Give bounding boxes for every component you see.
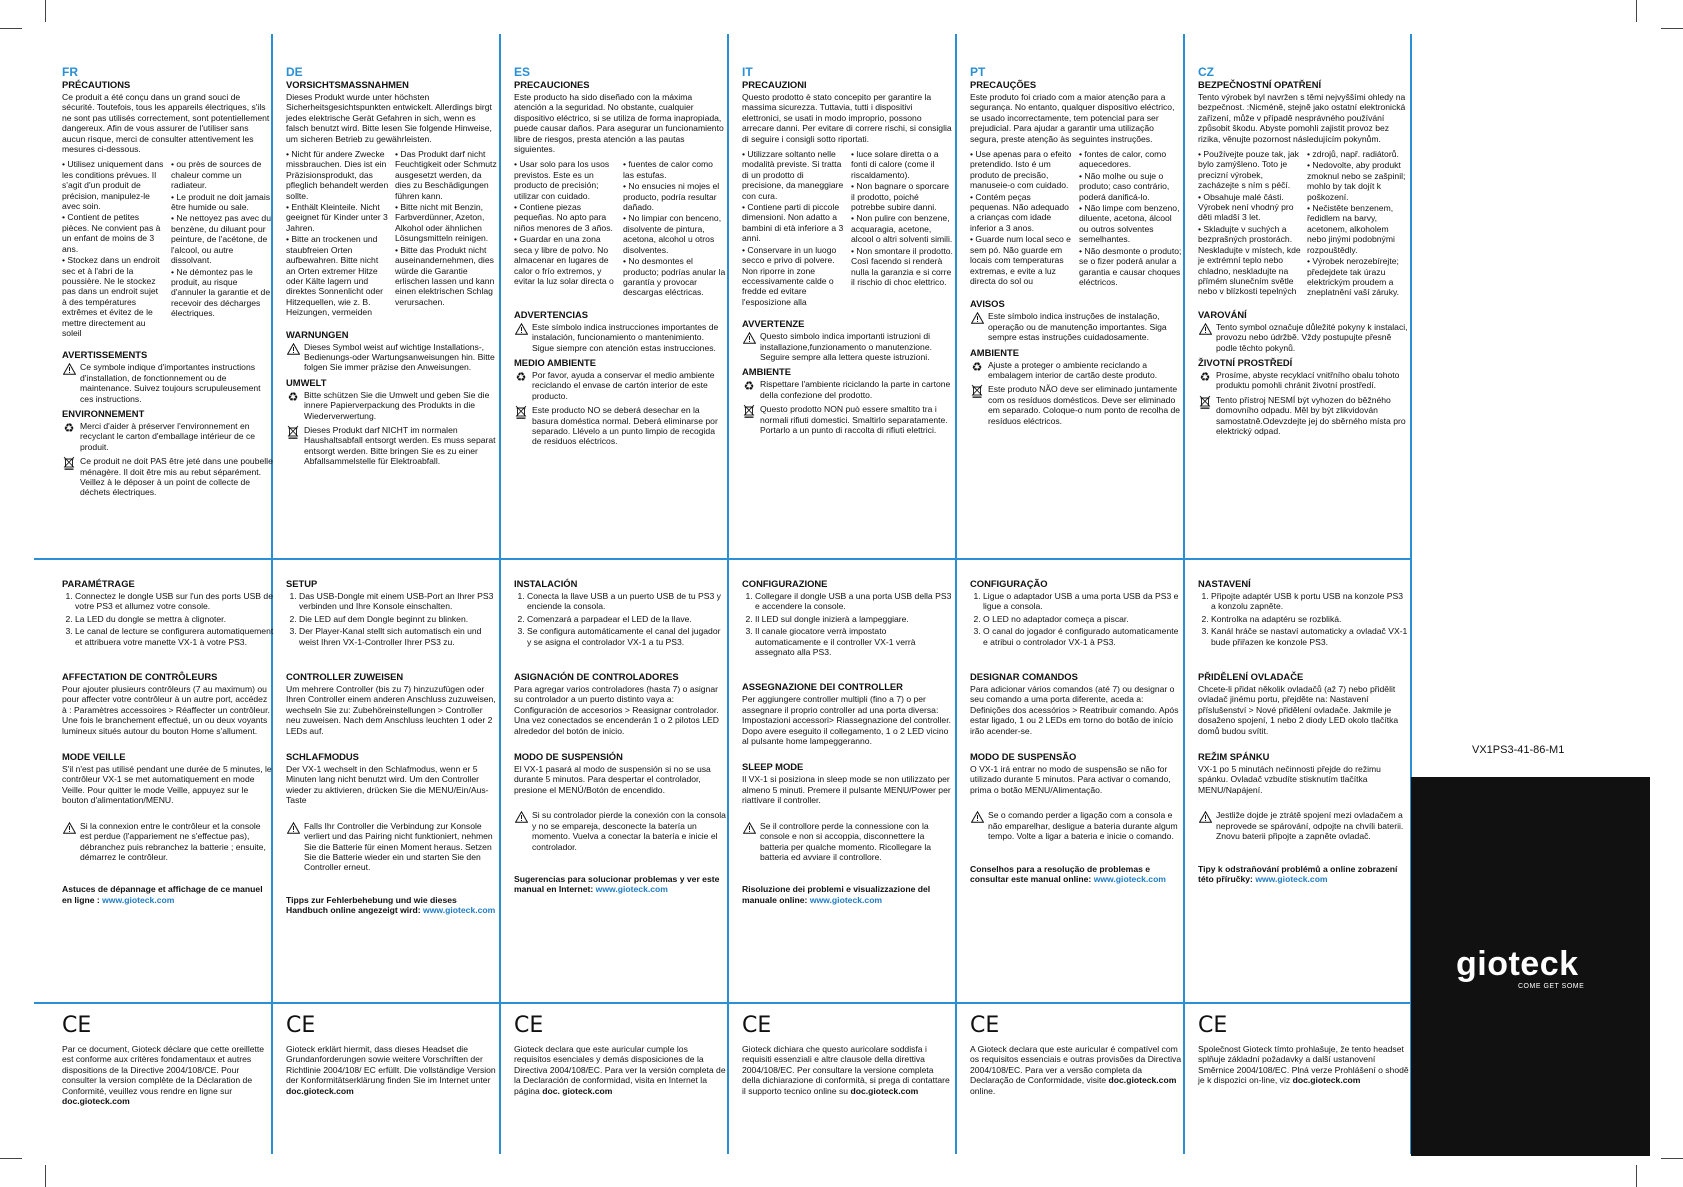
ce-declaration xyxy=(286,1044,498,1096)
language-code: CZ xyxy=(1198,65,1214,79)
recycle-text: Por favor, ayuda a conservar el medio ambiente reciclando el envase de cartón interior de este producto. xyxy=(532,369,715,401)
ce-column xyxy=(970,1014,1182,1101)
sleep-text: Il VX-1 si posiziona in sleep mode se non utilizzato per almeno 5 minuti. Premere il pulsante MENU/Power per riattivare il controller. xyxy=(742,774,951,806)
setup-heading: CONFIGURAZIONE xyxy=(742,578,828,589)
ce-doc-link[interactable]: doc.gioteck.com xyxy=(286,1085,354,1096)
sleep-heading: MODO DE SUSPENSIÓN xyxy=(514,751,623,763)
bullets-right xyxy=(1079,149,1182,288)
warning-text: Este símbolo indica instruções de instalação, operação ou de manutenção importantes. Siga sempre estas instruções cuidadosamente. xyxy=(988,311,1167,343)
sleep-warning-row xyxy=(62,821,274,863)
sleep-text: O VX-1 irá entrar no modo de suspensão se não for utilizado durante 5 minutos. Para activar o comando, prima o botão MENU/Alimentação. xyxy=(970,764,1171,795)
weee-text: Este produto NÃO deve ser eliminado juntamente com os resíduos domésticos. Deve ser eliminado em separado. Coloque-o num ponto de recolha de resíduos eléctricos. xyxy=(988,384,1181,426)
setup-steps xyxy=(970,591,1182,647)
warning-row xyxy=(62,362,274,404)
environment-heading: ENVIRONNEMENT xyxy=(62,407,145,419)
tips-text: Tipps zur Fehlerbehebung und wie dieses Handbuch online angezeigt wird: xyxy=(286,894,457,916)
precautions-bullets xyxy=(1198,149,1410,299)
precaution-bullet: • Stockez dans un endroit sec et à l'abri de la poussière. Ne le stockez pas dans un endroit sujet à des températures extrêmes et évitez de le mettre directement au soleil xyxy=(62,255,165,338)
assign-heading: DESIGNAR COMANDOS xyxy=(970,671,1078,683)
warning-triangle-icon xyxy=(970,810,984,824)
tips-row xyxy=(742,884,954,905)
precaution-bullet: • Das Produkt darf nicht Feuchtigkeit oder Schmutz ausgesetzt werden, da dies zu Beschädigungen führen kann. xyxy=(395,149,498,201)
precautions-intro: Dieses Produkt wurde unter höchsten Sicherheitsgesichtspunkten entwickelt. Allerdings birgt jedes elektrische Gerät Gefahren in sich, wenn es falsch benutzt wird. Bitte lesen Sie folgende Hinweise, um sicheren Betrieb zu gewährleisten. xyxy=(286,92,492,144)
precautions-heading: PRECAUCIONES xyxy=(514,79,590,90)
precaution-bullet: • No desmontes el producto; podrías anular la garantía y provocar descargas eléctricas. xyxy=(623,256,726,298)
setup-step: 1. Collegare il dongle USB a una porta USB della PS3 e accendere la console. xyxy=(755,591,954,612)
crop-mark xyxy=(0,1158,22,1159)
safety-column xyxy=(742,66,954,439)
warning-triangle-icon xyxy=(742,331,756,345)
recycle-icon: ♻ xyxy=(287,389,299,404)
precaution-bullet: • Nicht für andere Zwecke missbrauchen. Dies ist ein Präzisionsprodukt, das pfleglich behandelt werden sollte. xyxy=(286,149,389,201)
warning-text: Dieses Symbol weist auf wichtige Installations-, Bedienungs-oder Wartungsanweisungen hin. Bitte folgen Sie immer präzise den Anweisungen. xyxy=(304,341,495,373)
ce-declaration xyxy=(62,1044,274,1106)
warning-row xyxy=(1198,322,1410,353)
sleep-warning-row xyxy=(742,821,954,863)
weee-text: Dieses Produkt darf NICHT im normalen Haushaltsabfall entsorgt werden. Es muss separat entsorgt werden. Bitte bringen Sie es zu einer Abfallsammelstelle für Elektroabfall. xyxy=(304,424,496,467)
safety-column xyxy=(1198,66,1410,440)
sleep-heading: MODE VEILLE xyxy=(62,751,126,763)
ce-text: Gioteck erklärt hiermit, dass dieses Headset die Grundanforderungen sowie weitere Vorschriften der Richtlinie 2004/108/ EC erfüllt. Die vollständige Version der Konformitätserklärung finden Sie im Internet unter xyxy=(286,1044,496,1086)
precaution-bullet: • Contiene piezas pequeñas. No apto para niños menores de 3 años. xyxy=(514,202,617,233)
setup-step: 3. Der Player-Kanal stellt sich automatisch ein und weist Ihren VX-1-Controller Ihrer PS3 zu. xyxy=(299,626,498,647)
ce-declaration xyxy=(1198,1044,1410,1086)
recycle-row xyxy=(62,421,274,452)
weee-text: Questo prodotto NON può essere smaltito tra i normali rifiuti domestici. Smaltirlo separatamente. Portarlo a un punto di raccolta di rifiuti elettrici. xyxy=(760,404,948,435)
website-link[interactable]: www.gioteck.com xyxy=(423,905,496,916)
precaution-bullet: • Skladujte v suchých a bezprašných prostorách. Neskladujte v místech, kde je extrémní teplo nebo chladno, neskladujte na přímém slunečním světle nebo v blízkosti tepelných xyxy=(1198,224,1301,297)
environment-heading: AMBIENTE xyxy=(970,346,1019,358)
warning-triangle-icon xyxy=(62,821,76,835)
sleep-warning-text: Falls Ihr Controller die Verbindung zur Konsole verliert und das Pairing nicht funktioniert, nehmen Sie die Batterie für einen Moment heraus. Setzen Sie die Batterie wieder ein und starten Sie den Controller erneut. xyxy=(304,820,493,873)
warning-text: Tento symbol označuje důležité pokyny k instalaci, provozu nebo údržbě. Vždy postupujte přesně podle těchto pokynů. xyxy=(1216,321,1408,353)
setup-step: 1. Das USB-Dongle mit einem USB-Port an Ihrer PS3 verbinden und Ihre Konsole einschalten. xyxy=(299,591,498,612)
warning-text: Questo simbolo indica importanti istruzioni di installazione,funzionamento o manutenzione. Seguire sempre alla lettera queste istruzioni. xyxy=(760,331,932,362)
warnings-heading: ADVERTENCIAS xyxy=(514,308,588,320)
setup-step: 1. Conecta la llave USB a un puerto USB de tu PS3 y enciende la consola. xyxy=(527,591,726,612)
bullets-right xyxy=(171,159,274,339)
recycle-row xyxy=(970,360,1182,381)
ce-text-after: online. xyxy=(970,1085,996,1096)
warnings-heading: AVISOS xyxy=(970,298,1005,310)
precaution-bullet: • Le produit ne doit jamais être humide ou sale. xyxy=(171,192,274,213)
ce-mark-icon: CE xyxy=(286,1013,316,1038)
precaution-bullet: • Non bagnare o sporcare il prodotto, poiché potrebbe subire danni. xyxy=(851,181,954,212)
recycle-text: Prosíme, abyste recyklací vnitřního obalu tohoto produktu pomohli chránit životní prostředí. xyxy=(1216,369,1400,391)
bullets-left xyxy=(286,149,389,319)
precaution-bullet: • Conservare in un luogo secco e privo di polvere. Non riporre in zone eccessivamente calde o fredde ed evitare l'esposizione alla xyxy=(742,245,845,307)
tips-text: Sugerencias para solucionar problemas y ver este manual en Internet: xyxy=(514,873,720,895)
crossed-bin-icon xyxy=(286,425,300,439)
crop-mark xyxy=(1636,1165,1637,1187)
warning-triangle-icon xyxy=(514,810,528,824)
assign-text: Para adicionar vários comandos (até 7) ou designar o seu comando a uma porta diferente, aceda a: Definições dos acessórios > Reatribuir comando. Após estar ligado, 1 ou 2 LEDs em torno do botão de início irão acender-se. xyxy=(970,684,1179,736)
tips-text: Tipy k odstraňování problémů a online zobrazení této příručky: xyxy=(1198,863,1398,884)
sleep-heading: SCHLAFMODUS xyxy=(286,751,359,763)
setup-heading: INSTALACIÓN xyxy=(514,578,578,589)
setup-step: 1. Připojte adaptér USB k portu USB na konzole PS3 a konzolu zapněte. xyxy=(1211,591,1410,612)
setup-steps xyxy=(514,591,726,647)
ce-column xyxy=(1198,1014,1410,1091)
recycle-icon: ♻ xyxy=(515,369,527,384)
setup-step: 3. O canal do jogador é configurado automaticamente e atribui o controlador VX-1 à PS3. xyxy=(983,626,1182,647)
weee-row xyxy=(62,456,274,498)
ce-declaration xyxy=(514,1044,726,1096)
precaution-bullet: • Utilisez uniquement dans les conditions prévues. Il s'agit d'un produit de précision, manipulez-le avec soin. xyxy=(62,159,165,211)
assign-heading: AFFECTATION DE CONTRÔLEURS xyxy=(62,671,218,683)
setup-column xyxy=(742,578,954,910)
recycle-text: Ajuste a proteger o ambiente reciclando a embalagem interior de cartão deste produto. xyxy=(988,359,1158,380)
crop-mark xyxy=(1661,1158,1683,1159)
assign-text: Para agregar varios controladores (hasta 7) o asignar su controlador a un puerto distinto vaya a: Configuración de accesorios > Reasignar controlador. Una vez conectados se encenderán 1 o 2 pilotos LED alrededor del botón de inicio. xyxy=(514,684,719,736)
environment-heading: UMWELT xyxy=(286,376,327,388)
weee-row xyxy=(970,384,1182,426)
precaution-bullet: • Non smontare il prodotto. Così facendo si renderà nulla la garanzia e si corre il rischio di choc elettrico. xyxy=(851,246,954,288)
precaution-bullet: • fontes de calor, como aquecedores. xyxy=(1079,149,1182,170)
precaution-bullet: • Contient de petites pièces. Ne convient pas à un enfant de moins de 3 ans. xyxy=(62,212,165,254)
language-code: PT xyxy=(970,65,986,79)
precautions-bullets xyxy=(970,149,1182,288)
setup-step: 1. Ligue o adaptador USB a uma porta USB da PS3 e ligue a consola. xyxy=(983,591,1182,612)
ce-doc-link[interactable]: doc.gioteck.com xyxy=(1292,1075,1361,1086)
assign-text: Um mehrere Controller (bis zu 7) hinzuzufügen oder Ihren Controller einem anderen Anschluss zuzuweisen, wechseln Sie zu: Zubehöreinstellungen > Controller neu zuweisen. Nach dem Anschluss leuchten 1 oder 2 LEDs auf. xyxy=(286,684,496,736)
tips-text: Risoluzione dei problemi e visualizzazione del manuale online: xyxy=(742,884,931,905)
precautions-bullets xyxy=(514,159,726,298)
language-code: IT xyxy=(742,65,753,79)
bullets-left xyxy=(1198,149,1301,299)
assign-heading: ASIGNACIÓN DE CONTROLADORES xyxy=(514,671,679,683)
precaution-bullet: • Bitte an trockenen und staubfreien Orten aufbewahren. Bitte nicht an Orten extremer Hitze oder Kälte lagern und direktes Sonnenlicht oder Hitzequellen, wie z. B. Heizungen, vermeiden xyxy=(286,234,389,317)
precaution-bullet: • Nedovolte, aby produkt zmoknul nebo se zašpinil; mohlo by tak dojít k poškození. xyxy=(1307,160,1410,202)
recycle-icon: ♻ xyxy=(1199,369,1211,384)
setup-step: 3. Se configura automáticamente el canal del jugador y se asigna el controlador VX-1 a tu PS3. xyxy=(527,626,726,647)
language-code: DE xyxy=(286,65,303,79)
precautions-intro: Questo prodotto è stato concepito per garantire la massima sicurezza. Tuttavia, tutti i dispositivi elettronici, se usati in modo improprio, possono arrecare danni. Per evitare di correre rischi, si consiglia di seguire i consigli sotto riportati. xyxy=(742,92,952,144)
precautions-heading: PRECAUÇÕES xyxy=(970,79,1037,90)
sleep-text: Der VX-1 wechselt in den Schlafmodus, wenn er 5 Minuten lang nicht benutzt wird. Um den Controller wieder zu aktivieren, drücken Sie die MENU/Ein/Aus-Taste xyxy=(286,764,489,806)
column-divider xyxy=(1183,34,1185,1154)
bullets-right xyxy=(1307,149,1410,299)
warning-row xyxy=(970,311,1182,342)
recycle-icon: ♻ xyxy=(743,379,755,394)
warning-triangle-icon xyxy=(1198,810,1212,824)
recycle-icon: ♻ xyxy=(971,359,983,374)
recycle-text: Merci d'aider à préserver l'environnement en recyclant le carton d'emballage intérieur de ce produit. xyxy=(80,420,256,452)
recycle-icon: ♻ xyxy=(63,420,75,435)
precaution-bullet: • zdrojů, např. radiátorů. xyxy=(1307,149,1410,159)
weee-text: Este producto NO se deberá desechar en la basura doméstica normal. Deberá eliminarse por separado. Llévelo a un punto limpio de recogida de residuos eléctricos. xyxy=(532,405,718,447)
tips-text: Astuces de dépannage et affichage de ce manuel en ligne : xyxy=(62,884,263,905)
crop-mark xyxy=(45,0,46,22)
website-link[interactable]: www.gioteck.com xyxy=(809,894,883,905)
website-link[interactable]: www.gioteck.com xyxy=(1255,873,1328,884)
ce-mark-icon: CE xyxy=(742,1013,772,1038)
crop-mark xyxy=(1636,0,1637,22)
precaution-bullet: • Não limpe com benzeno, diluente, acetona, álcool ou outros solventes semelhantes. xyxy=(1079,203,1182,245)
warning-triangle-icon xyxy=(742,821,756,835)
weee-row xyxy=(286,425,498,467)
precautions-intro: Tento výrobek byl navržen s těmi nejvyššími ohledy na bezpečnost. :Nicméně, stejně jako ostatní elektronická zařízení, může v případě nesprávného používání způsobit škodu. Abyste pomohli zajistit provoz bez rizika, věnujte pozornost následujícím pokynům. xyxy=(1198,92,1406,144)
warning-triangle-icon xyxy=(286,821,300,835)
language-code: ES xyxy=(514,65,531,79)
warning-triangle-icon xyxy=(286,342,300,356)
recycle-row xyxy=(514,370,726,401)
column-divider xyxy=(727,34,729,1154)
ce-doc-link[interactable]: doc. gioteck.com xyxy=(542,1085,613,1096)
warning-row xyxy=(286,342,498,373)
precaution-bullet: • Contém peças pequenas. Não adequado a crianças com idade inferior a 3 anos. xyxy=(970,192,1073,234)
precaution-bullet: • luce solare diretta o a fonti di calore (come il riscaldamento). xyxy=(851,149,954,180)
ce-column xyxy=(62,1014,274,1111)
ce-text: Společnost Gioteck tímto prohlašuje, že tento headset splňuje základní požadavky a další ustanovení Směrnice 2004/108/EC. Plná verze Prohlášení o shodě je k dispozici on-line, viz xyxy=(1198,1044,1409,1086)
setup-column xyxy=(286,578,498,921)
precaution-bullet: • fuentes de calor como las estufas. xyxy=(623,159,726,180)
gioteck-logo: gioteck xyxy=(1456,945,1579,983)
setup-step: 3. Le canal de lecture se configurera automatiquement et attribuera votre manette VX-1 à votre PS3. xyxy=(75,626,274,647)
precaution-bullet: • Non pulire con benzene, acquaragia, acetone, alcool o altri solventi simili. xyxy=(851,213,954,244)
assign-text: Chcete-li přidat několik ovladačů (až 7) nebo přidělit ovladač jinému portu, přejděte na: Nastavení příslušenství > Nové přidělení ovladače. Jakmile je dosaženo spojení, 1 nebo 2 diody LED okolo tlačítka domů budou svítit. xyxy=(1198,684,1399,736)
ce-doc-link[interactable]: doc.gioteck.com xyxy=(62,1096,130,1107)
precaution-bullet: • No limpiar con benceno, disolvente de pintura, acetona, alcohol u otros disolventes. xyxy=(623,213,726,255)
row-divider xyxy=(34,1002,1410,1004)
bullets-left xyxy=(62,159,165,339)
setup-step: 2. Comenzará a parpadear el LED de la llave. xyxy=(527,614,726,624)
precautions-bullets xyxy=(286,149,498,319)
column-divider xyxy=(499,34,501,1154)
precaution-bullet: • Nečistěte benzenem, ředidlem na barvy, acetonem, alkoholem nebo jinými podobnými rozpouštědly. xyxy=(1307,203,1410,255)
safety-column xyxy=(970,66,1182,430)
tips-row xyxy=(1198,864,1410,885)
ce-declaration xyxy=(742,1044,954,1096)
precaution-bullet: • Bitte das Produkt nicht auseinandernehmen, dies würde die Garantie erlischen lassen und kann einen elektrischen Schlag verursachen. xyxy=(395,245,498,307)
sleep-warning-row xyxy=(1198,810,1410,841)
setup-step: 2. O LED no adaptador começa a piscar. xyxy=(983,614,1182,624)
precaution-bullet: • Usar solo para los usos previstos. Este es un producto de precisión; utilizar con cuidado. xyxy=(514,159,617,201)
warnings-heading: VAROVÁNÍ xyxy=(1198,308,1247,320)
setup-column xyxy=(514,578,726,900)
crop-mark xyxy=(1661,28,1683,29)
bullets-right xyxy=(623,159,726,298)
precaution-bullet: • Use apenas para o efeito pretendido. Isto é um produto de precisão, manuseie-o com cuidado. xyxy=(970,149,1073,191)
warning-triangle-icon xyxy=(1198,322,1212,336)
recycle-text: Rispettare l'ambiente riciclando la parte in cartone della confezione del prodotto. xyxy=(760,379,951,400)
tips-row xyxy=(514,874,726,895)
website-link[interactable]: www.gioteck.com xyxy=(595,884,668,895)
setup-step: 2. Kontrolka na adaptéru se rozbliká. xyxy=(1211,614,1410,624)
tips-text: Conselhos para a resolução de problemas e consultar este manual online: xyxy=(970,863,1151,884)
safety-column xyxy=(286,66,498,471)
precaution-bullet: • Contiene parti di piccole dimensioni. Non adatto a bambini di età inferiore a 3 anni. xyxy=(742,202,845,244)
environment-heading: AMBIENTE xyxy=(742,366,791,378)
setup-steps xyxy=(62,591,274,647)
precautions-intro: Ce produit a été conçu dans un grand souci de sécurité. Toutefois, tous les appareils électriques, s'ils ne sont pas utilisés correctement, sont potentiellement dangereux. Afin de vous assurer de l'utiliser sans aucun risque, merci de consulter attentivement les mesures ci-dessous. xyxy=(62,92,270,155)
environment-heading: ŽIVOTNÍ PROSTŘEDÍ xyxy=(1198,356,1293,368)
ce-text: Gioteck dichiara che questo auricolare soddisfa i requisiti essenziali e altre clausole della direttiva 2004/108/EC. Per consultare la versione completa della dichiarazione di conformità, si prega di contattare il supporto tecnico online su xyxy=(742,1044,950,1096)
sleep-heading: REŽIM SPÁNKU xyxy=(1198,751,1270,763)
setup-step: 3. Il canale giocatore verrà impostato automaticamente e il controller VX-1 verrà assegnato alla PS3. xyxy=(755,626,954,657)
setup-column xyxy=(1198,578,1410,889)
assign-text: Per aggiungere controller multipli (fino a 7) o per assegnare il proprio controller ad una porta diversa: Impostazioni accessori> Riassegnazione del controller. Dopo avere eseguito il collegamento, 1 o 2 LED vicino al pulsante home lampeggeranno. xyxy=(742,694,951,747)
precautions-heading: VORSICHTSMASSNAHMEN xyxy=(286,79,409,90)
precaution-bullet: • ou près de sources de chaleur comme un radiateur. xyxy=(171,159,274,190)
warning-text: Este símbolo indica instrucciones importantes de instalación, funcionamiento o mantenimiento. Sigue siempre con atención estas instrucciones. xyxy=(532,321,719,353)
precaution-bullet: • Ne démontez pas le produit, au risque d'annuler la garantie et de recevoir des décharges électriques. xyxy=(171,267,274,319)
ce-mark-icon: CE xyxy=(62,1013,92,1038)
setup-steps xyxy=(286,591,498,647)
setup-heading: SETUP xyxy=(286,578,318,589)
precaution-bullet: • Ne nettoyez pas avec du benzène, du diluant pour peinture, de l'acétone, de l'alcool, ou autre dissolvant. xyxy=(171,213,274,265)
safety-column xyxy=(62,66,274,502)
sleep-heading: SLEEP MODE xyxy=(742,761,804,773)
precaution-bullet: • Obsahuje malé části. Výrobek není vhodný pro děti mladší 3 let. xyxy=(1198,192,1301,223)
website-link[interactable]: www.gioteck.com xyxy=(1093,873,1166,884)
setup-step: 2. Il LED sul dongle inizierà a lampeggiare. xyxy=(755,614,954,624)
ce-mark-icon: CE xyxy=(1198,1013,1228,1038)
setup-step: 3. Kanál hráče se nastaví automaticky a ovladač VX-1 bude přiřazen ke konzole PS3. xyxy=(1211,626,1410,647)
precaution-bullet: • Não desmonte o produto; se o fizer poderá anular a garantia e causar choques eléctricos. xyxy=(1079,246,1182,288)
ce-column xyxy=(742,1014,954,1101)
precautions-heading: PRECAUZIONI xyxy=(742,79,807,90)
crossed-bin-icon xyxy=(1198,395,1212,409)
warning-row xyxy=(742,331,954,362)
setup-heading: CONFIGURAÇÃO xyxy=(970,578,1048,589)
ce-text: Gioteck declara que este auricular cumple los requisitos esenciales y demás disposiciones de la Directiva 2004/108/EC. Para ver la versión completa de la Declaración de conformidad, visita en Internet la página xyxy=(514,1044,726,1096)
sleep-heading: MODO DE SUSPENSÃO xyxy=(970,751,1077,763)
precautions-bullets xyxy=(742,149,954,308)
crop-mark xyxy=(0,28,22,29)
sleep-warning-text: Si su controlador pierde la conexión con la consola y no se empareja, desconecte la batería un momento. Vuelva a conectar la batería e inicie el controlador. xyxy=(532,810,726,852)
environment-heading: MEDIO AMBIENTE xyxy=(514,356,596,368)
product-code: VX1PS3-41-86-M1 xyxy=(1472,744,1565,756)
weee-row xyxy=(742,404,954,435)
recycle-text: Bitte schützen Sie die Umwelt und geben Sie die innere Papierverpackung des Produkts in die Wiederverwertung. xyxy=(304,389,490,421)
sleep-text: VX-1 po 5 minutách nečinnosti přejde do režimu spánku. Ovladač vzbudíte stisknutím tlačítka MENU/Napájení. xyxy=(1198,764,1381,795)
precaution-bullet: • Enthält Kleinteile. Nicht geeignet für Kinder unter 3 Jahren. xyxy=(286,202,389,233)
precautions-heading: PRÉCAUTIONS xyxy=(62,79,131,90)
recycle-row xyxy=(286,390,498,421)
ce-mark-icon: CE xyxy=(514,1013,544,1038)
precautions-intro: Este producto ha sido diseñado con la máxima atención a la seguridad. No obstante, cualquier dispositivo eléctrico, si se utiliza de forma inapropiada, puede causar daños. Para asegurar un funcionamiento libre de riesgos, presta atención a las pautas siguientes. xyxy=(514,92,724,155)
sleep-text: El VX-1 pasará al modo de suspensión si no se usa durante 5 minutos. Para despertar el controlador, presione el MENÚ/Botón de encendido. xyxy=(514,764,711,795)
crop-mark xyxy=(45,1165,46,1187)
tips-row xyxy=(286,895,498,916)
sleep-warning-text: Si la connexion entre le contrôleur et la console est perdue (l'appariement ne s'effectue pas), débranchez puis rebranchez la batterie ; ensuite, démarrez le contrôleur. xyxy=(80,820,266,862)
ce-doc-link[interactable]: doc.gioteck.com xyxy=(850,1085,919,1096)
bullets-left xyxy=(514,159,617,298)
weee-text: Ce produit ne doit PAS être jeté dans une poubelle ménagère. Il doit être mis au rebut séparément. Veillez à le déposer à un point de collecte de déchets électriques. xyxy=(80,456,273,498)
precautions-intro: Este produto foi criado com a maior atenção para a segurança. No entanto, qualquer dispositivo eléctrico, se usado incorrectamente, tem potencial para ser prejudicial. Para ajudar a garantir uma utilização segura, preste atenção às seguintes instruções. xyxy=(970,92,1175,144)
language-code: FR xyxy=(62,65,78,79)
setup-steps xyxy=(742,591,954,657)
ce-mark-icon: CE xyxy=(970,1013,1000,1038)
warnings-heading: AVERTISSEMENTS xyxy=(62,349,148,361)
tips-row xyxy=(62,884,274,905)
bullets-right xyxy=(395,149,498,319)
precautions-heading: BEZPEČNOSTNÍ OPATŘENÍ xyxy=(1198,79,1322,90)
precaution-bullet: • Utilizzare soltanto nelle modalità previste. Si tratta di un prodotto di precisione, da maneggiare con cura. xyxy=(742,149,845,201)
sleep-warning-row xyxy=(286,821,498,873)
setup-heading: PARAMÉTRAGE xyxy=(62,578,135,589)
sleep-warning-text: Jestliže dojde je ztrátě spojení mezi ovladačem a neprovede se spárování, odpojte na chvíli baterii. Znovu baterii připojte a zapněte ovladač. xyxy=(1216,810,1404,842)
setup-steps xyxy=(1198,591,1410,647)
assign-heading: CONTROLLER ZUWEISEN xyxy=(286,671,404,683)
setup-step: 1. Connectez le dongle USB sur l'un des ports USB de votre PS3 et allumez votre console. xyxy=(75,591,274,612)
warning-text: Ce symbole indique d'importantes instructions d'installation, de fonctionnement ou de maintenance. Suivez toujours scrupuleusement ces instructions. xyxy=(80,362,261,404)
setup-column xyxy=(970,578,1182,889)
sleep-text: S'il n'est pas utilisé pendant une durée de 5 minutes, le contrôleur VX-1 se met automatiquement en mode Veille. Pour quitter le mode Veille, appuyez sur le bouton d'alimentation/MENU. xyxy=(62,764,272,806)
crossed-bin-icon xyxy=(742,404,756,418)
bullets-left xyxy=(970,149,1073,288)
recycle-row xyxy=(742,379,954,400)
assign-text: Pour ajouter plusieurs contrôleurs (7 au maximum) ou pour affecter votre contrôleur à un autre port, accédez à : Paramètres accessoires > Réaffecter un contrôleur. Une fois le branchement effectué, un ou deux voyants lumineux situés autour du bouton Home s'allument. xyxy=(62,684,270,736)
warnings-heading: AVVERTENZE xyxy=(742,318,805,330)
precaution-bullet: • No ensucies ni mojes el producto, podría resultar dañado. xyxy=(623,181,726,212)
warning-triangle-icon xyxy=(970,311,984,325)
warning-triangle-icon xyxy=(62,362,76,376)
precautions-bullets xyxy=(62,159,274,339)
crossed-bin-icon xyxy=(514,405,528,419)
column-divider xyxy=(955,34,957,1154)
ce-text: Par ce document, Gioteck déclare que cette oreillette est conforme aux critères fondamentaux et autres dispositions de la Directive 2004/108/CE. Pour consulter la version complète de la Déclaration de Conformité, veuillez vous rendre en ligne sur xyxy=(62,1044,265,1096)
crossed-bin-icon xyxy=(62,456,76,470)
tips-row xyxy=(970,864,1182,885)
precaution-bullet: • Não molhe ou suje o produto; caso contrário, poderá danificá-lo. xyxy=(1079,171,1182,202)
weee-row xyxy=(514,405,726,447)
weee-text: Tento přístroj NESMÍ být vyhozen do běžného domovního odpadu. Měl by být zlikvidován samostatně.Odevzdejte jej do sběrného místa pro elektrický odpad. xyxy=(1216,394,1406,436)
logo-tagline: COME GET SOME xyxy=(1518,983,1585,990)
assign-heading: ASSEGNAZIONE DEI CONTROLLER xyxy=(742,681,903,693)
website-link[interactable]: www.gioteck.com xyxy=(102,894,175,905)
sleep-warning-row xyxy=(514,810,726,852)
warning-row xyxy=(514,322,726,353)
precaution-bullet: • Guardar en una zona seca y libre de polvo. No almacenar en lugares de calor o frío extremos, y evitar la luz solar directa o xyxy=(514,234,617,286)
sleep-warning-text: Se il controllore perde la connessione con la console e non si accoppia, disconnettere la batteria per qualche momento. Ricollegare la batteria ed avviare il controllore. xyxy=(760,820,932,862)
precaution-bullet: • Výrobek nerozebírejte; předejdete tak úrazu elektrickým proudem a zneplatnění vaší záruky. xyxy=(1307,256,1410,298)
ce-doc-link[interactable]: doc.gioteck.com xyxy=(1108,1075,1177,1086)
ce-text: A Gioteck declara que este auricular é compatível com os requisitos essenciais e outras provisões da Directiva 2004/108/EC. Para ver a versão completa da Declaração de Conformidade, visite xyxy=(970,1044,1182,1086)
precaution-bullet: • Bitte nicht mit Benzin, Farbverdünner, Azeton, Alkohol oder ähnlichen Lösungsmitteln reinigen. xyxy=(395,202,498,244)
warnings-heading: WARNUNGEN xyxy=(286,328,349,340)
row-divider xyxy=(34,558,1410,560)
assign-heading: PŘIDĚLENÍ OVLADAČE xyxy=(1198,671,1304,683)
ce-column xyxy=(514,1014,726,1101)
crossed-bin-icon xyxy=(970,384,984,398)
bullets-right xyxy=(851,149,954,308)
setup-column xyxy=(62,578,274,910)
setup-step: 2. La LED du dongle se mettra à clignoter. xyxy=(75,614,274,624)
weee-row xyxy=(1198,395,1410,437)
recycle-row xyxy=(1198,370,1410,391)
setup-heading: NASTAVENÍ xyxy=(1198,578,1251,589)
warning-triangle-icon xyxy=(514,322,528,336)
bullets-left xyxy=(742,149,845,308)
precaution-bullet: • Guarde num local seco e sem pó. Não guarde em locais com temperaturas extremas, e evite a luz directa do sol ou xyxy=(970,234,1073,286)
ce-declaration xyxy=(970,1044,1182,1096)
sleep-warning-row xyxy=(970,810,1182,841)
setup-step: 2. Die LED auf dem Dongle beginnt zu blinken. xyxy=(299,614,498,624)
ce-column xyxy=(286,1014,498,1101)
sleep-warning-text: Se o comando perder a ligação com a consola e não emparelhar, desligue a bateria durante algum tempo. Volte a ligar a bateria e inicie o comando. xyxy=(988,810,1178,842)
safety-column xyxy=(514,66,726,451)
precaution-bullet: • Používejte pouze tak, jak bylo zamýšleno. Toto je precizní výrobek, zacházejte s ním s péčí. xyxy=(1198,149,1301,191)
